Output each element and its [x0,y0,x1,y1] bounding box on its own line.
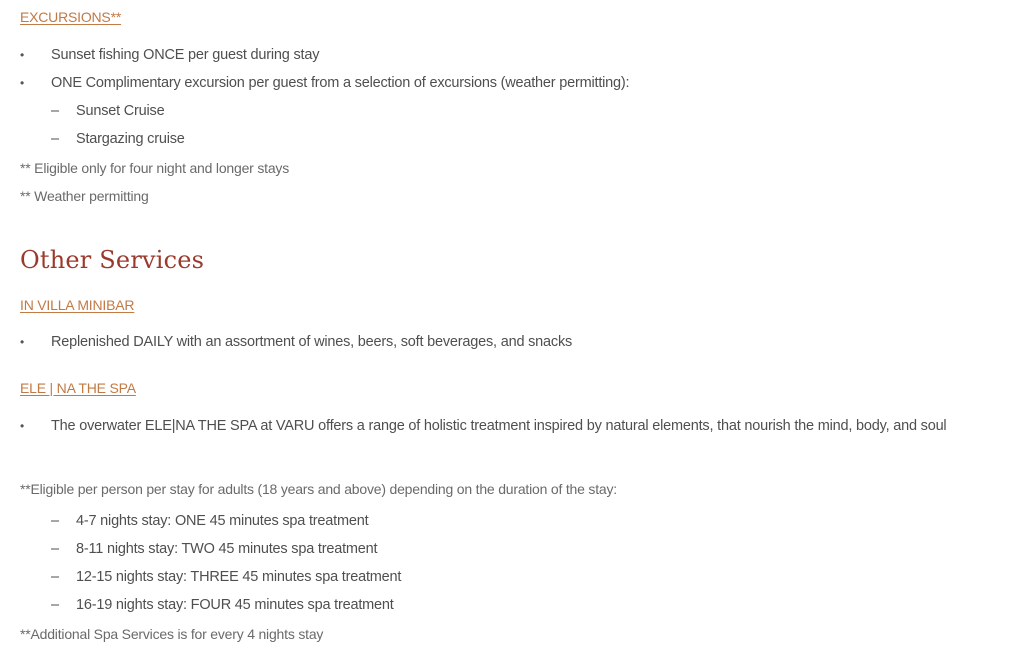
sub-list-item-text: 4-7 nights stay: ONE 45 minutes spa treatment [76,513,369,529]
dash-glyph: – [51,541,59,557]
excursions-heading-link[interactable]: EXCURSIONS** [20,9,122,25]
dash-glyph: – [51,103,59,119]
section-title: Other Services [20,246,205,274]
minibar-heading-link[interactable]: IN VILLA MINIBAR [20,297,135,313]
dash-glyph: – [51,513,59,529]
dash-glyph: – [51,131,59,147]
bullet-glyph: • [20,76,25,90]
sub-list-item-text: 12-15 nights stay: THREE 45 minutes spa treatment [76,569,402,585]
bullet-glyph: • [20,419,25,433]
list-item-text: ONE Complimentary excursion per guest from a selection of excursions (weather permitting): [51,75,630,91]
footnote: ** Weather permitting [20,188,149,204]
sub-list-item-text: Sunset Cruise [76,103,165,119]
sub-list-item-text: 8-11 nights stay: TWO 45 minutes spa treatment [76,541,378,557]
list-item-text: Sunset fishing ONCE per guest during stay [51,47,320,63]
footnote: ** Eligible only for four night and longer stays [20,160,290,176]
list-item-text: The overwater ELE|NA THE SPA at VARU offers a range of holistic treatment inspired by natural elements, that nourish the mind, body, and soul [51,418,947,434]
dash-glyph: – [51,569,59,585]
footnote: **Additional Spa Services is for every 4 nights stay [20,626,324,642]
list-item-text: Replenished DAILY with an assortment of wines, beers, soft beverages, and snacks [51,334,573,350]
bullet-glyph: • [20,48,25,62]
sub-list-item-text: 16-19 nights stay: FOUR 45 minutes spa treatment [76,597,394,613]
eligibility-note: **Eligible per person per stay for adults (18 years and above) depending on the duration of the stay: [20,481,617,497]
sub-list-item-text: Stargazing cruise [76,131,185,147]
spa-heading-link[interactable]: ELE | NA THE SPA [20,380,136,396]
dash-glyph: – [51,597,59,613]
bullet-glyph: • [20,335,25,349]
